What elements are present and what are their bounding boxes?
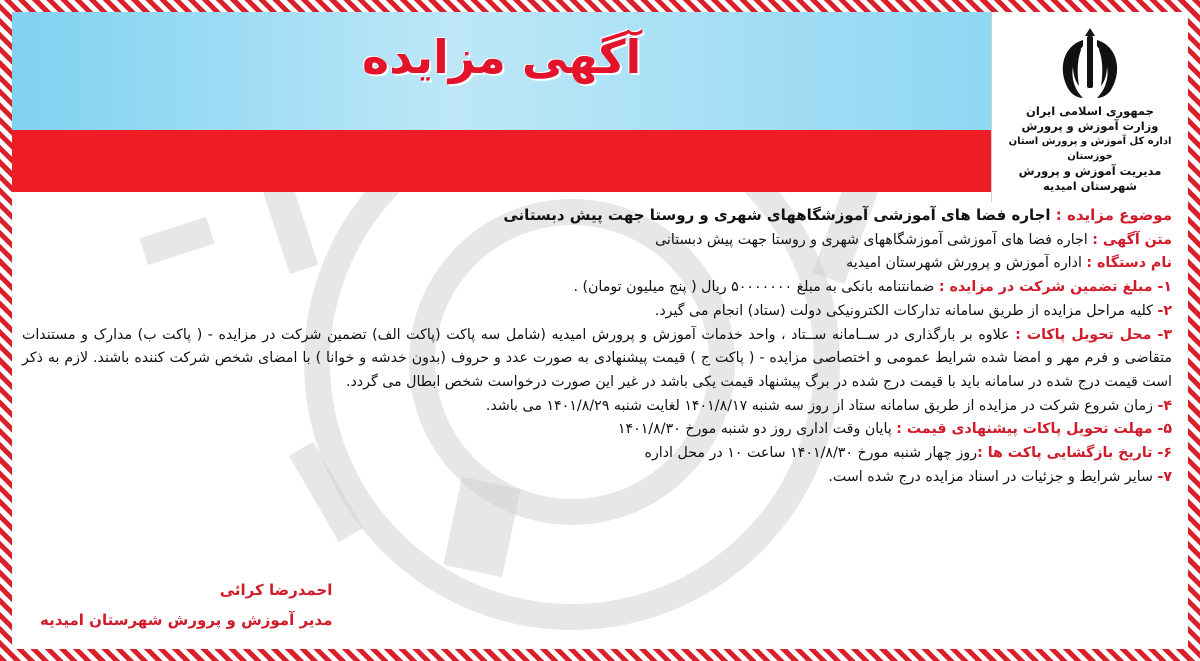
issuer-line-5: شهرستان امیدیه: [1043, 179, 1137, 193]
item-3-label: ۳- محل تحویل پاکات :: [1015, 326, 1173, 343]
list-item: [22, 324, 1172, 395]
list-item: [22, 395, 1172, 419]
ad-text-label: متن آگهی :: [1092, 231, 1172, 248]
issuer-line-1: جمهوری اسلامی ایران: [1026, 104, 1154, 118]
list-item: [22, 442, 1172, 466]
item-5-text: پایان وقت اداری روز دو شنبه مورخ ۱۴۰۱/۸/۳۰: [617, 421, 897, 438]
item-7-label: ۷-: [1157, 468, 1172, 485]
item-1-label: ۱- مبلغ تضمین شرکت در مزایده :: [938, 279, 1172, 296]
subject-line: [22, 204, 1172, 229]
signatory-name: احمدرضا کرائی: [219, 581, 333, 599]
item-3-text: علاوه بر بارگذاری در ســامانه ســتاد ، واحد خدمات آموزش و پرورش امیدیه (شامل سه پاکت (پاکت الف) تضمین شرکت در مزایده - ( پاکت ب) مدارک و مستندات متقاضی و فرم مهر و امضا شده شرایط عمومی و اختصاصی مزایده - ( پاکت ج ) قیمت پیشنهادی به صورت عدد و حروف (بدون خدشه و خوانا ) با امضای شخص شرکت کننده باشند. لازم به ذکر است قیمت درج شده در سامانه باید با قیمت درج شده در برگ پیشنهاد قیمت یکی باشد در غیر این صورت درخواست شخص ابطال می گردد.: [22, 326, 1172, 390]
agency-label: نام دستگاه :: [1086, 255, 1172, 272]
agency-value: اداره آموزش و پرورش شهرستان امیدیه: [846, 255, 1087, 272]
list-item: [22, 300, 1172, 324]
item-6-label: ۶- تاریخ بازگشایی پاکت ها :: [977, 445, 1172, 462]
notice-body: [22, 204, 1172, 489]
ad-text-value: اجاره فضا های آموزشی آموزشگاههای شهری و روستا جهت پیش دبستانی: [655, 231, 1093, 248]
item-2-text: کلیه مراحل مزایده از طریق سامانه تدارکات الکترونیکی دولت (ستاد) انجام می گیرد.: [654, 302, 1158, 319]
item-6-text: روز چهار شنبه مورخ ۱۴۰۱/۸/۳۰ ساعت ۱۰ در محل اداره: [644, 445, 978, 462]
list-item: [22, 276, 1172, 300]
item-2-label: ۲-: [1157, 302, 1172, 319]
item-1-text: ضمانتنامه بانکی به مبلغ ۵۰۰۰۰۰۰۰ ریال ( پنج میلیون تومان) .: [573, 279, 939, 296]
notice-panel: [12, 12, 1188, 649]
signatory-position: مدیر آموزش و پرورش شهرستان امیدیه: [40, 611, 333, 629]
iran-emblem-icon: [1053, 24, 1127, 102]
list-item: [22, 466, 1172, 490]
item-4-label: ۴-: [1157, 397, 1172, 414]
red-banner: [12, 130, 992, 192]
subject-label: موضوع مزایده :: [1055, 206, 1172, 224]
title-band: [12, 12, 992, 130]
signature-block: [40, 575, 332, 635]
agency-line: [22, 252, 1172, 276]
issuer-block: [991, 12, 1188, 202]
subject-text: اجاره فضا های آموزشی آموزشگاههای شهری و روستا جهت پیش دبستانی: [503, 206, 1056, 224]
item-4-text: زمان شروع شرکت در مزایده از طریق سامانه ستاد از روز سه شنبه ۱۴۰۱/۸/۱۷ لغایت شنبه ۱۴۰۱/۸/۲۹ می باشد.: [485, 397, 1158, 414]
ad-text-line: [22, 229, 1172, 253]
issuer-line-4: مدیریت آموزش و پرورش: [1018, 164, 1162, 178]
issuer-line-2: وزارت آموزش و پرورش: [1021, 119, 1159, 133]
notice-title: آگهی مزایده: [362, 30, 642, 84]
list-item: [22, 418, 1172, 442]
item-5-label: ۵- مهلت تحویل پاکات پیشنهادی قیمت :: [896, 421, 1172, 438]
issuer-line-3: اداره کل آموزش و پرورش استان خوزستان: [1008, 136, 1172, 162]
item-7-text: سایر شرایط و جزئیات در اسناد مزایده درج شده است.: [828, 468, 1158, 485]
